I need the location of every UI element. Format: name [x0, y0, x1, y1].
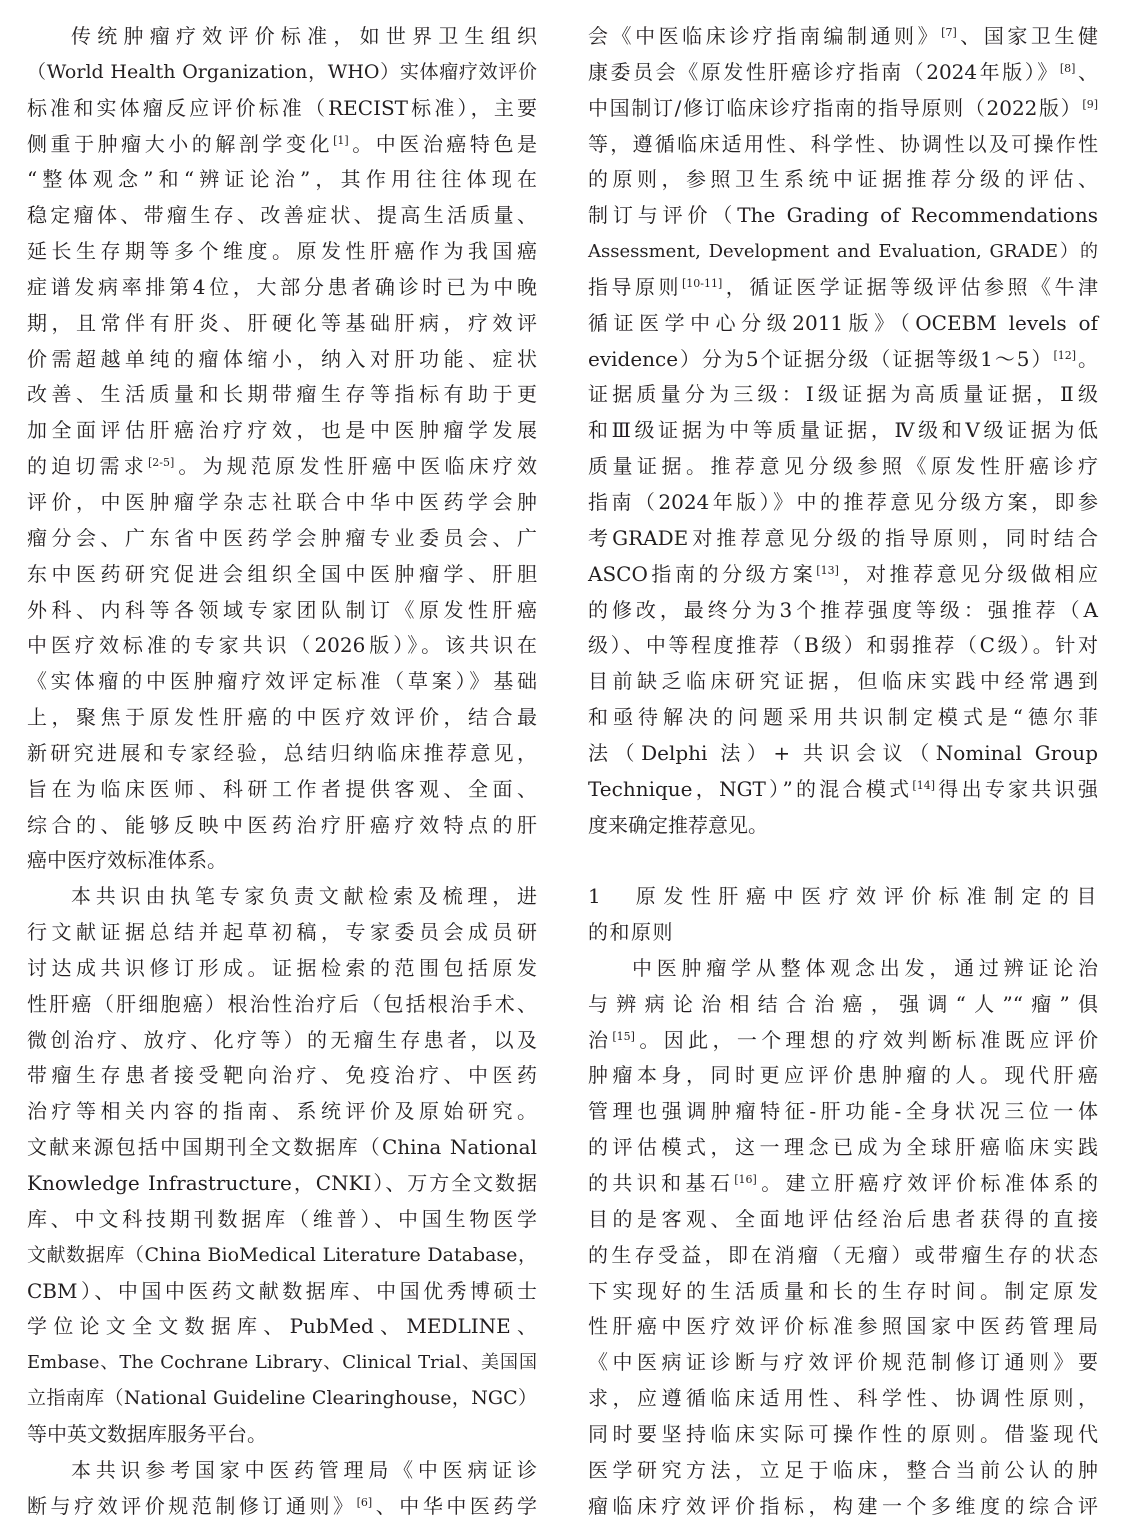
text-line: [588, 127, 1098, 163]
text-line: [588, 736, 1098, 772]
line-text: 证据质量分为三级：Ⅰ级证据为高质量证据，Ⅱ级: [588, 382, 1098, 407]
text-line: [27, 270, 537, 306]
text-line: [588, 1166, 1098, 1202]
citation-reference[interactable]: [15]: [612, 1029, 635, 1043]
text-line: [588, 664, 1098, 700]
line-text: 加全面评估肝癌治疗疗效，也是中医肿瘤学发展: [27, 418, 537, 443]
text-line: [588, 306, 1098, 342]
line-text: 指导原则: [588, 274, 682, 299]
line-text: 《中医病证诊断与疗效评价规范制修订通则》要: [588, 1350, 1098, 1375]
text-line: [588, 413, 1098, 449]
text-line: [27, 521, 537, 557]
line-text: 的原则，参照卫生系统中证据推荐分级的评估、: [588, 167, 1098, 192]
text-line: [588, 1094, 1098, 1130]
text-line: [588, 270, 1098, 306]
text-line: [588, 1417, 1098, 1453]
line-text-continued: ，对推荐意见分级做相应: [838, 561, 1099, 586]
line-text: 会《中医临床诊疗指南编制通则》: [588, 24, 942, 48]
text-line: [27, 449, 537, 485]
text-line: [588, 808, 1098, 844]
line-text: 制订与评价（The Grading of Recommendations: [588, 203, 1098, 228]
line-text: 管理也强调肿瘤特征-肝功能-全身状况三位一体: [588, 1099, 1098, 1124]
line-text: 与辨病论治相结合治癌，强调“人”“瘤”俱: [588, 991, 1098, 1016]
citation-reference[interactable]: [6]: [356, 1495, 373, 1509]
section-heading-line-1: 1 原发性肝癌中医疗效评价标准制定的目: [588, 884, 1098, 909]
text-line: [588, 1309, 1098, 1345]
line-text: 质量证据。推荐意见分级参照《原发性肝癌诊疗: [588, 454, 1098, 479]
text-line: [27, 1345, 537, 1381]
text-line: [27, 700, 537, 736]
line-text: 和Ⅲ级证据为中等质量证据，Ⅳ级和Ⅴ级证据为低: [588, 418, 1098, 443]
line-text: 下实现好的生活质量和长的生存时间。制定原发: [588, 1278, 1098, 1303]
text-line: [27, 987, 537, 1023]
line-text: 本共识由执笔专家负责文献检索及梳理，进: [71, 884, 537, 909]
line-text: 旨在为临床医师、科研工作者提供客观、全面、: [27, 776, 537, 801]
line-text-continued: ，循证医学证据等级评估参照《牛津: [722, 274, 1099, 299]
line-text: 延长生存期等多个维度。原发性肝癌作为我国癌: [27, 239, 537, 264]
line-text: ASCO指南的分级方案: [588, 561, 817, 586]
text-line: [588, 485, 1098, 521]
line-text-continued: 、中华中医药学: [372, 1493, 538, 1518]
text-line: [27, 55, 537, 91]
citation-reference[interactable]: [10-11]: [681, 276, 723, 290]
line-text: 综合的、能够反映中医药治疗肝癌疗效特点的肝: [27, 812, 537, 837]
line-text-continued: 。为规范原发性肝癌中医临床疗效: [174, 454, 538, 479]
line-text: 求，应遵循临床适用性、科学性、协调性原则，: [588, 1386, 1098, 1411]
text-line: [27, 1202, 537, 1238]
text-line: [27, 1023, 537, 1059]
line-text: 东中医药研究促进会组织全国中医肿瘤学、肝胆: [27, 561, 537, 586]
line-text-continued: 、国家卫生健: [956, 24, 1099, 48]
text-line: [588, 162, 1098, 198]
line-text: 瘤分会、广东省中医药学会肿瘤专业委员会、广: [27, 525, 537, 550]
text-line: [588, 1489, 1098, 1525]
line-text: 库、中文科技期刊数据库（维普）、中国生物医学: [27, 1206, 537, 1231]
text-line: [27, 843, 537, 879]
text-line: [27, 198, 537, 234]
line-text: 行文献证据总结并起草初稿，专家委员会成员研: [27, 920, 537, 945]
line-text: 症谱发病率排第4位，大部分患者确诊时已为中晚: [27, 274, 537, 299]
line-text: 级）、中等程度推荐（B级）和弱推荐（C级）。针对: [588, 633, 1098, 658]
text-line: [588, 1274, 1098, 1310]
text-line: [27, 628, 537, 664]
line-text: （World Health Organization，WHO）实体瘤疗效评价: [27, 60, 537, 83]
text-line: [588, 700, 1098, 736]
text-line: [27, 1453, 537, 1489]
line-text: Knowledge Infrastructure，CNKI）、万方全文数据: [27, 1171, 537, 1195]
text-line: [27, 413, 537, 449]
text-line: [27, 91, 537, 127]
text-line: [588, 55, 1098, 91]
line-text: 性肝癌中医疗效评价标准参照国家中医药管理局: [588, 1314, 1098, 1339]
text-line: [27, 772, 537, 808]
text-line: [27, 306, 537, 342]
line-text: Assessment, Development and Evaluation, GRADE）的: [588, 241, 1098, 263]
text-line: [27, 664, 537, 700]
text-line: [27, 736, 537, 772]
text-line: [588, 377, 1098, 413]
line-text: 文献来源包括中国期刊全文数据库（China National: [27, 1135, 537, 1160]
right-column-paragraph-methods: [588, 19, 1098, 843]
line-text-continued: 、: [1075, 59, 1099, 84]
line-text: 度来确定推荐意见。: [588, 812, 768, 837]
citation-reference[interactable]: [16]: [734, 1173, 757, 1186]
line-text: 的共识和基石: [588, 1171, 735, 1195]
line-text: 肿瘤本身，同时更应评价患肿瘤的人。现代肝癌: [588, 1063, 1098, 1088]
line-text: “整体观念”和“辨证论治”，其作用往往体现在: [27, 167, 537, 192]
text-line: [588, 1238, 1098, 1274]
text-line: [588, 987, 1098, 1023]
text-line: [588, 1058, 1098, 1094]
text-line: [27, 808, 537, 844]
line-text: 立指南库（National Guideline Clearinghouse，NGC）: [27, 1387, 537, 1410]
line-text: 目的是客观、全面地评估经治后患者获得的直接: [588, 1206, 1098, 1231]
line-text: 中国制订/修订临床诊疗指南的指导原则（2022版）: [588, 95, 1083, 120]
citation-reference[interactable]: [9]: [1082, 97, 1098, 111]
citation-reference[interactable]: [1]: [333, 133, 349, 147]
citation-reference[interactable]: [14]: [912, 778, 935, 792]
text-line: [588, 521, 1098, 557]
line-text: 等，遵循临床适用性、科学性、协调性以及可操作性: [588, 131, 1098, 156]
citation-reference[interactable]: [2-5]: [147, 456, 175, 470]
line-text: 的修改，最终分为3个推荐强度等级：强推荐（A: [588, 597, 1098, 622]
text-line: [27, 1238, 537, 1274]
line-text: 评价，中医肿瘤学杂志社联合中华中医药学会肿: [27, 489, 537, 514]
line-text-continued: 。中医治癌特色是: [348, 131, 538, 156]
line-text: 讨达成共识修订形成。证据检索的范围包括原发: [27, 955, 537, 980]
line-text: 的生存受益，即在消瘤（无瘤）或带瘤生存的状态: [588, 1242, 1098, 1267]
text-line: [27, 127, 537, 163]
text-line: [27, 19, 537, 55]
text-line: [27, 1274, 537, 1310]
line-text-continued: 。: [1076, 346, 1099, 371]
text-line: [27, 1489, 537, 1525]
line-text-continued: 。因此，一个理想的疗效判断标准既应评价: [634, 1027, 1099, 1052]
text-line: [588, 772, 1098, 808]
text-line: [588, 628, 1098, 664]
line-text: 和亟待解决的问题采用共识制定模式是“德尔菲: [588, 705, 1098, 730]
text-line: [588, 1453, 1098, 1489]
left-column: [27, 19, 537, 1524]
text-line: [27, 1417, 537, 1453]
section-gap: [588, 843, 1098, 879]
line-text: 文献数据库（China BioMedical Literature Database，: [27, 1243, 537, 1266]
line-text: Embase、The Cochrane Library、Clinical Trial、美国国: [27, 1352, 537, 1374]
line-text: 微创治疗、放疗、化疗等）的无瘤生存患者，以及: [27, 1027, 537, 1052]
line-text: 《实体瘤的中医肿瘤疗效评定标准（草案）》基础: [27, 669, 537, 694]
line-text: 改善、生活质量和长期带瘤生存等指标有助于更: [27, 382, 537, 407]
text-line: [588, 593, 1098, 629]
line-text: 目前缺乏临床研究证据，但临床实践中经常遇到: [588, 669, 1098, 694]
line-text: 标准和实体瘤反应评价标准（RECIST标准），主要: [27, 95, 537, 120]
line-text: 性肝癌（肝细胞癌）根治性治疗后（包括根治手术、: [27, 991, 537, 1016]
text-line: [27, 342, 537, 378]
line-text: 癌中医疗效标准体系。: [27, 848, 227, 873]
line-text: 考GRADE对推荐意见分级的指导原则，同时结合: [588, 525, 1098, 550]
right-column-paragraph-section-1: [588, 951, 1098, 1525]
text-line: [588, 342, 1098, 378]
line-text: 的迫切需求: [27, 454, 148, 479]
line-text: 传统肿瘤疗效评价标准，如世界卫生组织: [71, 24, 537, 48]
line-text: 治疗等相关内容的指南、系统评价及原始研究。: [27, 1099, 537, 1124]
line-text: 循证医学中心分级2011版》（OCEBM levels of: [588, 310, 1098, 335]
text-line: [588, 449, 1098, 485]
text-line: [27, 1130, 537, 1166]
text-line: [27, 1166, 537, 1202]
line-text: 稳定瘤体、带瘤生存、改善症状、提高生活质量、: [27, 203, 537, 228]
line-text: 瘤临床疗效评价指标，构建一个多维度的综合评: [588, 1493, 1098, 1518]
text-line: [27, 593, 537, 629]
line-text: 价需超越单纯的瘤体缩小，纳入对肝功能、症状: [27, 346, 537, 371]
citation-reference[interactable]: [13]: [816, 563, 839, 577]
text-line: [588, 1381, 1098, 1417]
line-text: 的评估模式，这一理念已成为全球肝癌临床实践: [588, 1135, 1098, 1160]
line-text: CBM）、中国中医药文献数据库、中国优秀博硕士: [27, 1278, 537, 1303]
line-text: Technique，NGT）”的混合模式: [588, 776, 913, 801]
text-line: [27, 162, 537, 198]
text-line: [27, 1309, 537, 1345]
line-text: 治: [588, 1027, 613, 1052]
text-line: [27, 1058, 537, 1094]
line-text: evidence）分为5个证据分级（证据等级1～5）: [588, 346, 1054, 371]
section-heading-line-2: 的和原则: [588, 920, 674, 945]
line-text: 新研究进展和专家经验，总结归纳临床推荐意见，: [27, 740, 537, 765]
line-text: 等中英文数据库服务平台。: [27, 1421, 267, 1446]
line-text: 同时要坚持临床实际可操作性的原则。借鉴现代: [588, 1421, 1098, 1446]
line-text: 学位论文全文数据库、PubMed、MEDLINE、: [27, 1314, 537, 1339]
text-line: [588, 557, 1098, 593]
line-text-continued: 。建立肝癌疗效评价标准体系的: [756, 1171, 1099, 1195]
text-line: [588, 1345, 1098, 1381]
text-line: [27, 234, 537, 270]
line-text: 期，且常伴有肝炎、肝硬化等基础肝病，疗效评: [27, 310, 537, 335]
text-line: [588, 234, 1098, 270]
text-line: [27, 1381, 537, 1417]
text-line: [588, 1130, 1098, 1166]
text-line: [588, 198, 1098, 234]
citation-reference[interactable]: [12]: [1053, 348, 1077, 362]
line-text: 法（Delphi 法）+ 共识会议（Nominal Group: [588, 740, 1098, 765]
text-line: [27, 377, 537, 413]
text-line: [588, 91, 1098, 127]
line-text: 中医疗效标准的专家共识（2026版）》。该共识在: [27, 633, 537, 658]
text-line: [27, 485, 537, 521]
line-text: 上，聚焦于原发性肝癌的中医疗效评价，结合最: [27, 705, 537, 730]
citation-reference[interactable]: [8]: [1059, 61, 1076, 75]
text-line: [27, 915, 537, 951]
text-line: [588, 1023, 1098, 1059]
line-text: 本共识参考国家中医药管理局《中医病证诊: [71, 1457, 537, 1482]
text-line: [27, 879, 537, 915]
line-text: 带瘤生存患者接受靶向治疗、免疫治疗、中医药: [27, 1063, 537, 1088]
text-line: [27, 557, 537, 593]
text-line: [588, 951, 1098, 987]
line-text: 外科、内科等各领域专家团队制订《原发性肝癌: [27, 597, 537, 622]
right-column: [588, 19, 1098, 1524]
line-text: 指南（2024年版）》中的推荐意见分级方案，即参: [588, 489, 1098, 514]
line-text: 中医肿瘤学从整体观念出发，通过辨证论治: [632, 955, 1098, 980]
text-line: [588, 1202, 1098, 1238]
citation-reference[interactable]: [7]: [941, 26, 957, 39]
text-line: [27, 951, 537, 987]
line-text-continued: 得出专家共识强: [935, 776, 1099, 801]
line-text: 侧重于肿瘤大小的解剖学变化: [27, 131, 334, 156]
line-text: 断与疗效评价规范制修订通则》: [27, 1493, 357, 1518]
text-line: [588, 19, 1098, 55]
line-text: 康委员会《原发性肝癌诊疗指南（2024年版）》: [588, 59, 1060, 84]
text-line: [27, 1094, 537, 1130]
line-text: 医学研究方法，立足于临床，整合当前公认的肿: [588, 1457, 1098, 1482]
